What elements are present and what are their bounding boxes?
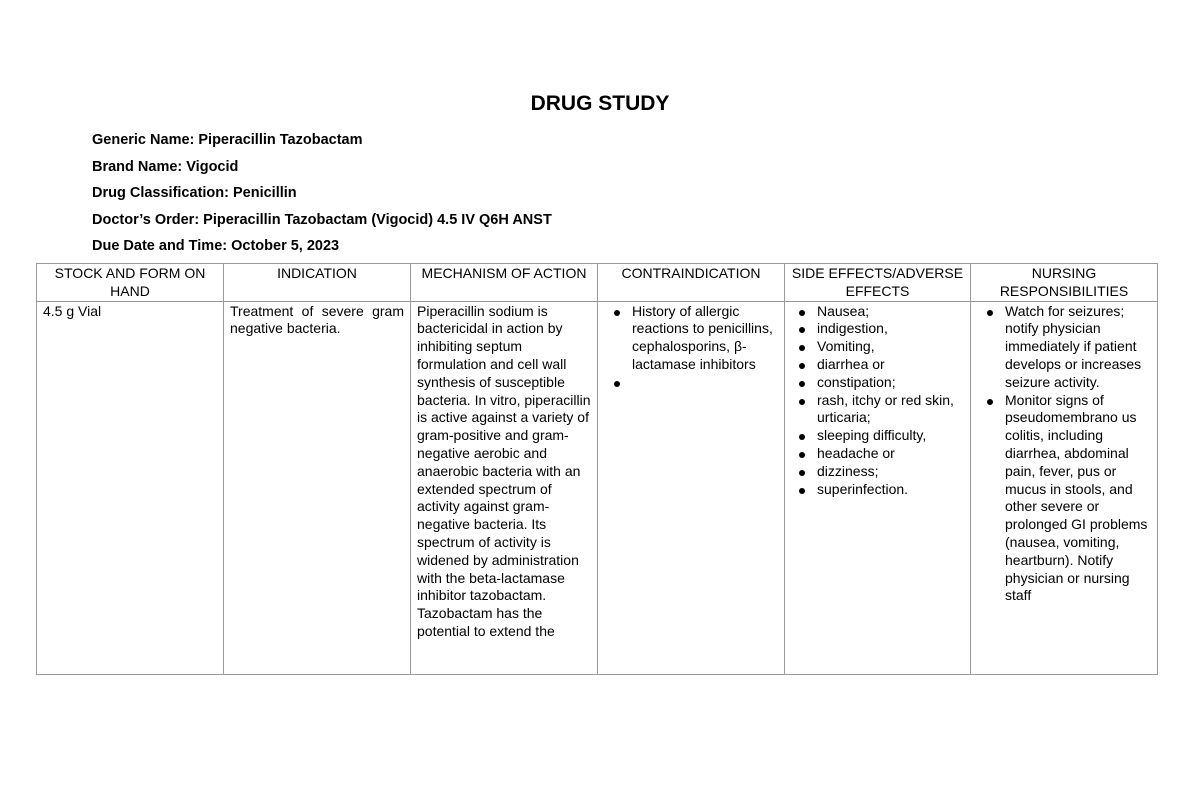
header-indication: INDICATION — [224, 264, 411, 302]
drug-study-table — [36, 263, 1158, 675]
cell-nursing — [971, 301, 1158, 674]
nursing-list — [977, 303, 1151, 606]
list-item: Watch for seizures; notify physician immediately if patient develops or increases seizure activity. — [977, 303, 1151, 392]
list-item: Monitor signs of pseudomembrano us colitis, including diarrhea, abdominal pain, fever, pus or mucus in stools, and other severe or prolonged GI problems (nausea, vomiting, heartburn). Notify physician or nursing staff — [977, 392, 1151, 606]
list-item: superinfection. — [791, 481, 964, 499]
list-item — [604, 374, 778, 392]
brand-name: Brand Name: Vigocid — [92, 158, 239, 175]
table-row — [37, 301, 1158, 674]
due-date-time: Due Date and Time: October 5, 2023 — [92, 238, 340, 254]
list-item: Vomiting, — [791, 338, 964, 356]
list-item: Nausea; — [791, 303, 964, 321]
header-contraindication: CONTRAINDICATION — [598, 264, 785, 302]
list-item: sleeping difficulty, — [791, 427, 964, 445]
contraindication-list — [604, 303, 778, 392]
document-title: DRUG STUDY — [530, 92, 670, 115]
cell-contraindication — [598, 301, 785, 674]
list-item: diarrhea or — [791, 356, 964, 374]
list-item: History of allergic reactions to penicillins, cephalosporins, β-lactamase inhibitors — [604, 303, 778, 374]
cell-indication: Treatment of severe gram negative bacteria. — [224, 301, 411, 674]
list-item: constipation; — [791, 374, 964, 392]
drug-info — [92, 131, 552, 264]
header-stock: STOCK AND FORM ON HAND — [37, 264, 224, 302]
header-mechanism: MECHANISM OF ACTION — [411, 264, 598, 302]
header-nursing: NURSING RESPONSIBILITIES — [971, 264, 1158, 302]
doctors-order: Doctor’s Order: Piperacillin Tazobactam (Vigocid) 4.5 IV Q6H ANST — [92, 211, 552, 228]
table-header-row — [37, 264, 1158, 302]
list-item: headache or — [791, 445, 964, 463]
list-item: dizziness; — [791, 463, 964, 481]
header-side-effects: SIDE EFFECTS/ADVERSE EFFECTS — [785, 264, 971, 302]
generic-name: Generic Name: Piperacillin Tazobactam — [92, 132, 363, 148]
drug-classification: Drug Classification: Penicillin — [92, 185, 297, 201]
list-item: indigestion, — [791, 320, 964, 338]
side-effects-list — [791, 303, 964, 499]
list-item: rash, itchy or red skin, urticaria; — [791, 392, 964, 428]
cell-stock: 4.5 g Vial — [37, 301, 224, 674]
cell-mechanism: Piperacillin sodium is bactericidal in action by inhibiting septum formulation and cell wall synthesis of susceptible bacteria. In vitro, piperacillin is active against a variety of gram-positive and gram-negative aerobic and anaerobic bacteria with an extended spectrum of activity against gram-negative bacteria. Its spectrum of activity is widened by administration with the beta-lactamase inhibitor tazobactam. Tazobactam has the potential to extend the — [411, 301, 598, 674]
cell-side-effects — [785, 301, 971, 674]
